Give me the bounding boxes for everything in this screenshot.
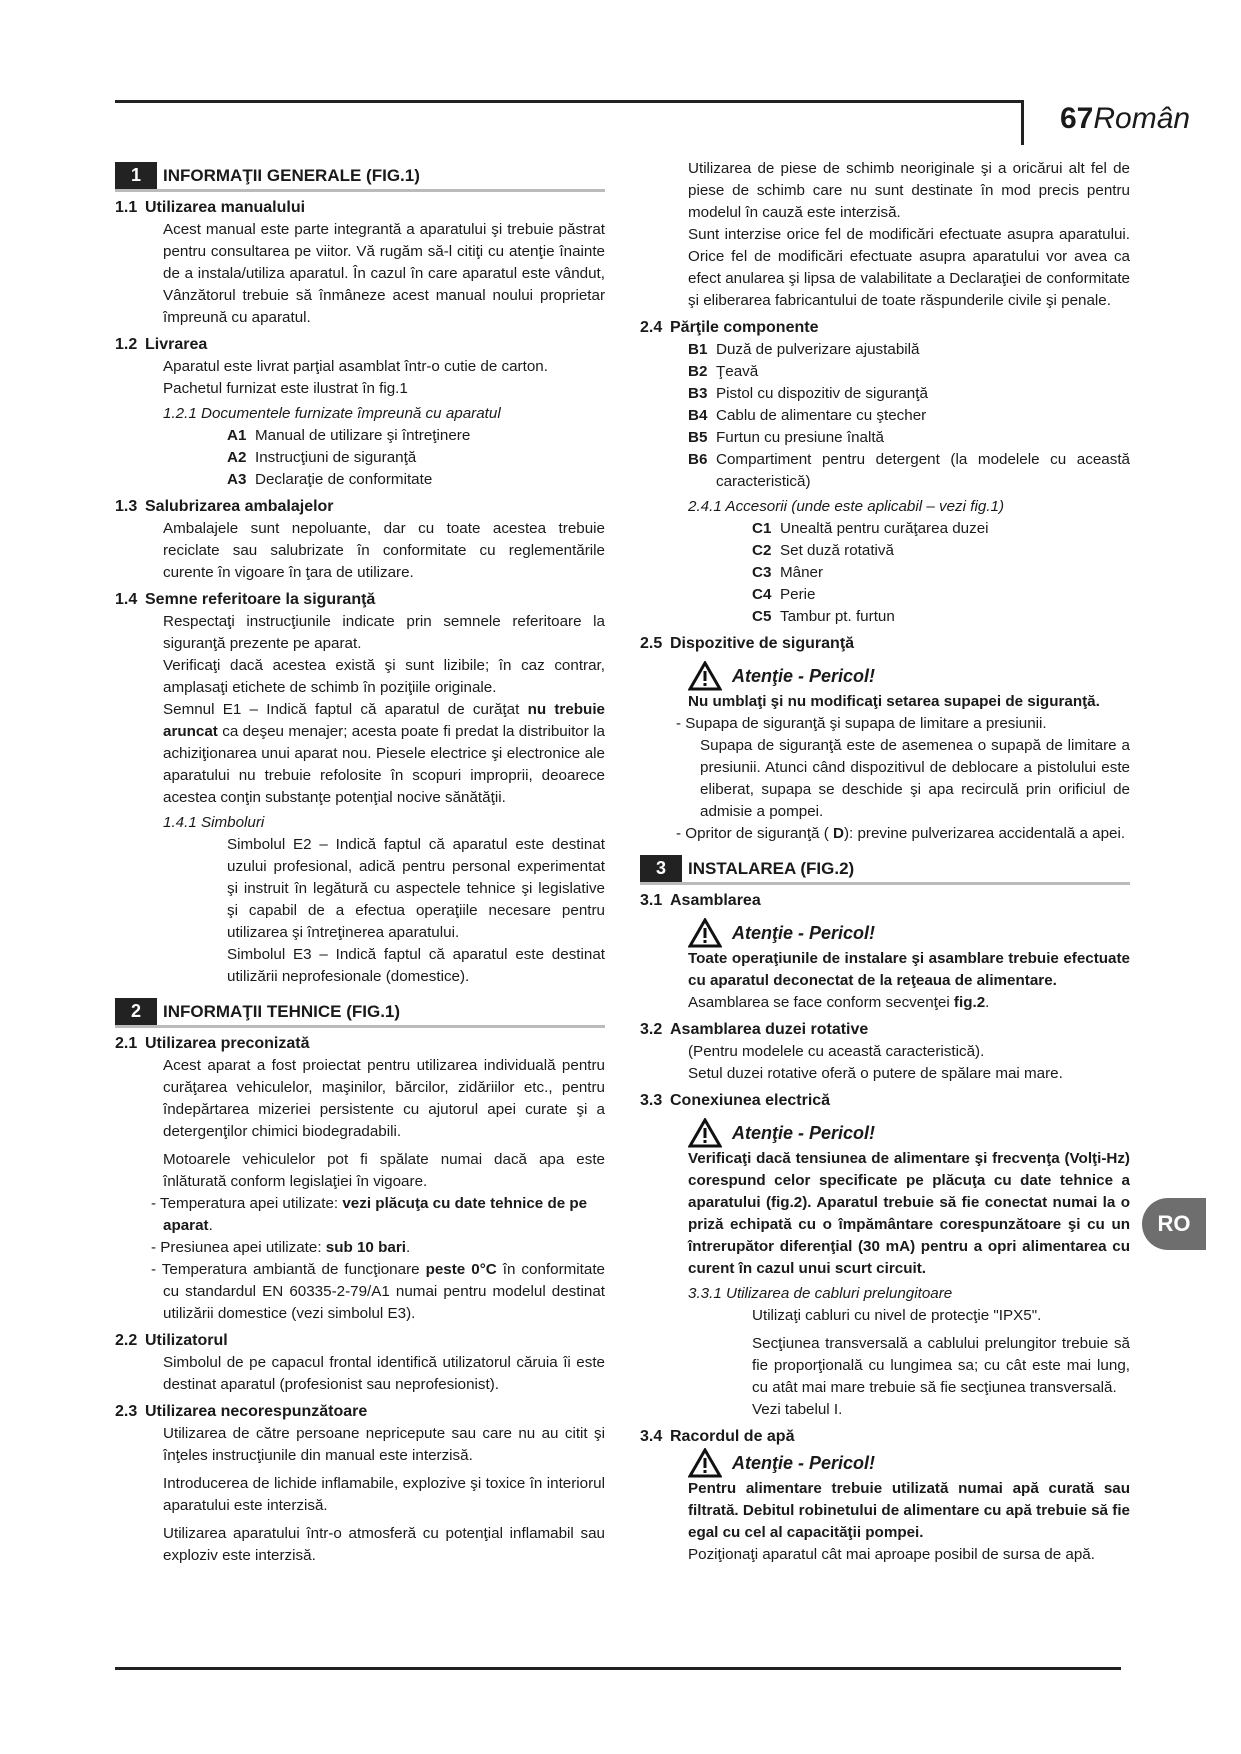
paragraph: (Pentru modelele cu această caracteristică). [688,1043,985,1060]
paragraph: Sunt interzise orice fel de modificări efectuate asupra aparatului. Orice fel de modificări efectuate asupra aparatului vor avea ca efect anularea şi lipsa de valabilitate a Declaraţiei de conformitate şi eliberarea fabricantului de toate răspunderile civile şi penale. [688,226,1130,309]
heading-3-3: 3.3 Conexiunea electrică [640,1092,831,1109]
paragraph: Asamblarea se face conform secvenţei fig.2. [688,994,990,1011]
paragraph: Utilizaţi cabluri cu nivel de protecţie "IPX5". [752,1307,1042,1324]
list-item: B5 Furtun cu presiune înaltă [688,429,885,446]
warning-block: Atenţie - Pericol! Verificaţi dacă tensiunea de alimentare şi frecvenţa (Volţi-Hz) corespund celor specificate pe plăcuţa cu date tehnice a aparatului (fig.2). Aparatul trebuie să fie conectat numai la o priză echipată cu o împământare corespunzătoare şi cu un întrerupător diferenţial (30 mA) pentru a opri alimentarea cu curent în cazul unui scurt circuit. [640,1118,1130,1280]
paragraph: Simbolul E3 – Indică faptul că aparatul este destinat utilizării neprofesionale (domestice). [227,946,605,985]
header-rule [115,100,1023,103]
dash-item: - Temperatura apei utilizate: vezi plăcuţa cu date tehnice de pe aparat. [151,1195,588,1234]
right-column [640,158,1130,1566]
paragraph: Pachetul furnizat este ilustrat în fig.1 [163,380,408,397]
heading-1-1: 1.1 Utilizarea manualului [115,199,306,216]
list-item: B6 Compartiment pentru detergent (la modelele cu această caracteristică) [688,451,1130,490]
heading-2-3: 2.3 Utilizarea necorespunzătoare [115,1403,368,1420]
section-3-header: 3 INSTALAREA (FIG.2) [640,855,1130,885]
list-item: C5 Tambur pt. furtun [752,608,895,625]
subheading-1-4-1: 1.4.1 Simboluri [163,814,265,831]
subheading-1-2-1: 1.2.1 Documentele furnizate împreună cu aparatul [163,405,501,422]
list-item: B1 Duză de pulverizare ajustabilă [688,341,920,358]
paragraph: Simbolul E2 – Indică faptul că aparatul este destinat uzului profesional, adică pentru personal experimentat şi instruit în legătură cu aspectele tehnice şi legislative şi capabil de a efectua operaţiile necesare pentru utilizarea şi întreţinerea aparatului. [227,836,605,941]
warning-triangle-icon [688,918,722,948]
paragraph: Vezi tabelul I. [752,1401,843,1418]
paragraph: Utilizarea de către persoane nepricepute sau care nu au citit şi înţeles instrucţiunile din manual este interzisă. [163,1425,605,1464]
list-item: C1 Unealtă pentru curăţarea duzei [752,520,989,537]
heading-3-4: 3.4 Racordul de apă [640,1428,795,1445]
heading-2-4: 2.4 Părţile componente [640,319,819,336]
list-item: C2 Set duză rotativă [752,542,894,559]
paragraph: Aparatul este livrat parţial asamblat într-o cutie de carton. [163,358,548,375]
footer-rule [115,1667,1121,1670]
warning-triangle-icon [688,661,722,691]
heading-2-5: 2.5 Dispozitive de siguranţă [640,635,855,652]
list-item: C3 Mâner [752,564,824,581]
heading-3-1: 3.1 Asamblarea [640,892,761,909]
paragraph: Poziţionaţi aparatul cât mai aproape posibil de sursa de apă. [688,1546,1095,1563]
heading-1-4: 1.4 Semne referitoare la siguranţă [115,591,376,608]
heading-1-2: 1.2 Livrarea [115,336,208,353]
paragraph: Secţiunea transversală a cablului prelungitor trebuie să fie proporţională cu lungimea sa; cu cât este mai lung, cu atât mai mare trebuie să fie secţiunea transversală. [752,1335,1130,1396]
paragraph: Supapa de siguranţă este de asemenea o supapă de limitare a presiunii. Atunci când dispozitivul de deblocare a pistolului este eliberat, supapa se deschide şi apa recirculă prin orificiul de admisie a pompei. [700,737,1130,820]
paragraph: Introducerea de lichide inflamabile, explozive şi toxice în interiorul aparatului este interzisă. [163,1475,605,1514]
paragraph: Ambalajele sunt nepoluante, dar cu toate acestea trebuie reciclate sau salubrizate în conformitate cu reglementările curente în vigoare în ţara de utilizare. [163,520,605,581]
section-2-header: 2 INFORMAŢII TEHNICE (FIG.1) [115,998,605,1028]
list-item: A2 Instrucţiuni de siguranţă [227,449,417,466]
paragraph: Utilizarea aparatului într-o atmosferă cu potenţial inflamabil sau exploziv este interzisă. [163,1525,605,1564]
list-item: C4 Perie [752,586,816,603]
components-list [640,339,1130,493]
paragraph: Motoarele vehiculelor pot fi spălate numai dacă apa este înlăturată conform legislaţiei în vigoare. [163,1151,605,1190]
warning-block: Atenţie - Pericol! Toate operaţiunile de instalare şi asamblare trebuie efectuate cu aparatul deconectat de la reţeaua de alimentare. [640,918,1130,992]
warning-block: Atenţie - Pericol! Nu umblaţi şi nu modificaţi setarea supapei de siguranţă. [640,661,1130,713]
accessories-list [640,518,1130,628]
header-rule-vertical [1021,100,1024,145]
dash-item: - Opritor de siguranţă ( D): previne pulverizarea accidentală a apei. [676,825,1126,842]
paragraph: Utilizarea de piese de schimb neoriginale şi a oricărui alt fel de piese de schimb care nu sunt destinate în mod precis pentru modelul în cauză este interzisă. [688,160,1130,221]
list-item: B4 Cablu de alimentare cu ştecher [688,407,927,424]
language-badge: RO [1142,1198,1206,1250]
heading-1-3: 1.3 Salubrizarea ambalajelor [115,498,334,515]
warning-triangle-icon [688,1448,722,1478]
list-item: B2 Ţeavă [688,363,759,380]
list-item: A1 Manual de utilizare şi întreţinere [227,427,471,444]
subheading-3-3-1: 3.3.1 Utilizarea de cabluri prelungitoare [688,1285,953,1302]
list-item: A3 Declaraţie de conformitate [227,471,433,488]
warning-triangle-icon [688,1118,722,1148]
left-column [115,162,605,1567]
subheading-2-4-1: 2.4.1 Accesorii (unde este aplicabil – vezi fig.1) [688,498,1005,515]
paragraph: Acest aparat a fost proiectat pentru utilizarea individuală pentru curăţarea vehiculelor, maşinilor, bărcilor, zidăriilor etc., pentru îndepărtarea mizeriei persistente cu ajutorul apei curate şi a detergenţilor chimici biodegradabili. [163,1057,605,1140]
warning-block: Atenţie - Pericol! Pentru alimentare trebuie utilizată numai apă curată sau filtrată. Debitul robinetului de alimentare cu apă trebuie să fie egal cu cel al capacităţii pompei. [640,1448,1130,1544]
dash-item: - Supapa de siguranţă şi supapa de limitare a presiunii. [676,715,1047,732]
section-1-header: 1 INFORMAŢII GENERALE (FIG.1) [115,162,605,192]
doc-list [115,425,605,491]
paragraph: Acest manual este parte integrantă a aparatului şi trebuie păstrat pentru consultarea pe viitor. Vă rugăm să-l citiţi cu atenţie înainte de a instala/utiliza aparatul. În cazul în care aparatul este vândut, Vânzătorul trebuie să înmâneze acest manual noului proprietar împreună cu aparatul. [163,221,605,326]
heading-2-1: 2.1 Utilizarea preconizată [115,1035,310,1052]
heading-2-2: 2.2 Utilizatorul [115,1332,228,1349]
paragraph: Simbolul de pe capacul frontal identifică utilizatorul căruia îi este destinat aparatul (profesionist sau neprofesionist). [163,1354,605,1393]
dash-item: - Temperatura ambiantă de funcţionare peste 0°C în conformitate cu standardul EN 60335-2-79/A1 numai pentru modelul destinat utilizării domestice (vezi simbolul E3). [151,1261,605,1322]
paragraph: Setul duzei rotative oferă o putere de spălare mai mare. [688,1065,1063,1082]
paragraph: Respectaţi instrucţiunile indicate prin semnele referitoare la siguranţă prezente pe aparat. [163,613,605,652]
page-number: 67Român [1060,102,1191,135]
paragraph: Semnul E1 – Indică faptul că aparatul de curăţat nu trebuie aruncat ca deşeu menajer; acesta poate fi predat la distribuitor la achiziţionarea unui aparat nou. Piesele electrice şi electronice ale aparatului nu trebuie refolosite în scopuri improprii, deoarece acestea conţin substanţe potenţial nocive sănătăţii. [163,701,605,806]
paragraph: Verificaţi dacă acestea există şi sunt lizibile; în caz contrar, amplasaţi etichete de schimb în poziţiile originale. [163,657,605,696]
heading-3-2: 3.2 Asamblarea duzei rotative [640,1021,869,1038]
list-item: B3 Pistol cu dispozitiv de siguranţă [688,385,928,402]
dash-item: - Presiunea apei utilizate: sub 10 bari. [151,1239,411,1256]
